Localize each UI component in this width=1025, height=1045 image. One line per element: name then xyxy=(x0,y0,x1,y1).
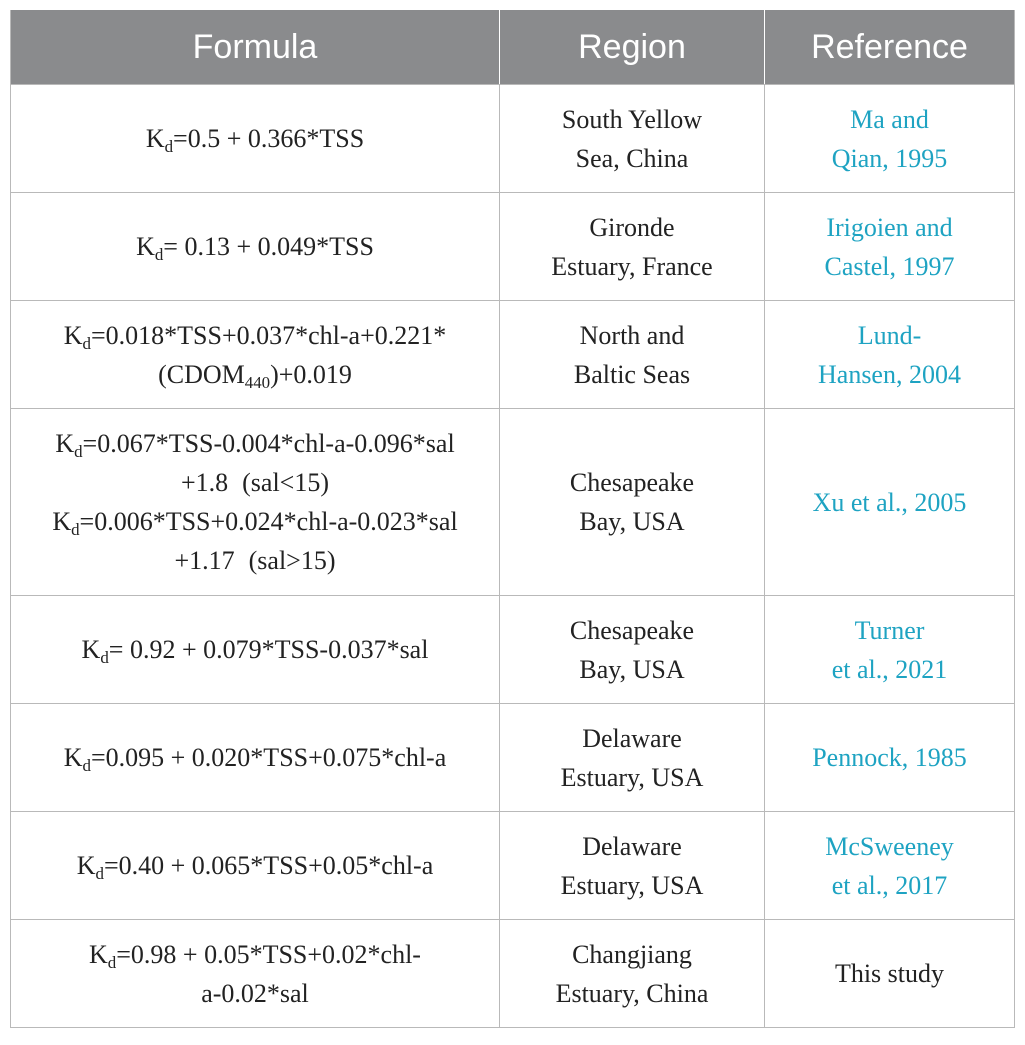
table-row xyxy=(11,409,1015,596)
region-cell: Changjiang Estuary, China xyxy=(500,920,765,1028)
formula-cell: $K_d=0.067*TSS-0.004*chl-a-0.096*sal$ +1.8 (sal<15) $K_d=0.006*TSS+0.024*chl-a-0.023*sal$ +1.17 (sal>15) xyxy=(11,409,500,596)
table-container xyxy=(10,10,1014,1028)
reference-link[interactable]: Lund- Hansen, 2004 xyxy=(765,301,1015,409)
table-row xyxy=(11,920,1015,1028)
table-row xyxy=(11,812,1015,920)
reference-link[interactable]: Pennock, 1985 xyxy=(765,704,1015,812)
table-row xyxy=(11,85,1015,193)
table-row xyxy=(11,596,1015,704)
formula-cell: $K_d=0.98 + 0.05*TSS+0.02*chl-$ a-0.02*sal xyxy=(11,920,500,1028)
formula-cell: $K_d=0.095 + 0.020*TSS+0.075*chl-a$ xyxy=(11,704,500,812)
reference-link[interactable]: Ma and Qian, 1995 xyxy=(765,85,1015,193)
region-cell: Delaware Estuary, USA xyxy=(500,812,765,920)
region-cell: South Yellow Sea, China xyxy=(500,85,765,193)
region-cell: Gironde Estuary, France xyxy=(500,193,765,301)
formula-cell: $K_d= 0.13 + 0.049*TSS$ xyxy=(11,193,500,301)
reference-link[interactable]: Turner et al., 2021 xyxy=(765,596,1015,704)
header-formula: Formula xyxy=(11,10,500,85)
table-row xyxy=(11,704,1015,812)
formula-cell: $K_d=0.40 + 0.065*TSS+0.05*chl-a$ xyxy=(11,812,500,920)
header-reference: Reference xyxy=(765,10,1015,85)
formula-cell: $K_d=0.5 + 0.366*TSS$ xyxy=(11,85,500,193)
formula-cell: $K_d=0.018*TSS+0.037*chl-a+0.221*$ $(CDOM_{440})+0.019$ xyxy=(11,301,500,409)
header-region: Region xyxy=(500,10,765,85)
header-row xyxy=(11,10,1015,85)
table-row xyxy=(11,301,1015,409)
kd-formula-table xyxy=(10,10,1015,1028)
reference-link[interactable]: McSweeney et al., 2017 xyxy=(765,812,1015,920)
reference-link[interactable]: Xu et al., 2005 xyxy=(765,409,1015,596)
region-cell: Chesapeake Bay, USA xyxy=(500,409,765,596)
region-cell: Chesapeake Bay, USA xyxy=(500,596,765,704)
region-cell: North and Baltic Seas xyxy=(500,301,765,409)
reference-cell: This study xyxy=(765,920,1015,1028)
formula-cell: $K_d= 0.92 + 0.079*TSS-0.037*sal$ xyxy=(11,596,500,704)
reference-link[interactable]: Irigoien and Castel, 1997 xyxy=(765,193,1015,301)
table-row xyxy=(11,193,1015,301)
region-cell: Delaware Estuary, USA xyxy=(500,704,765,812)
